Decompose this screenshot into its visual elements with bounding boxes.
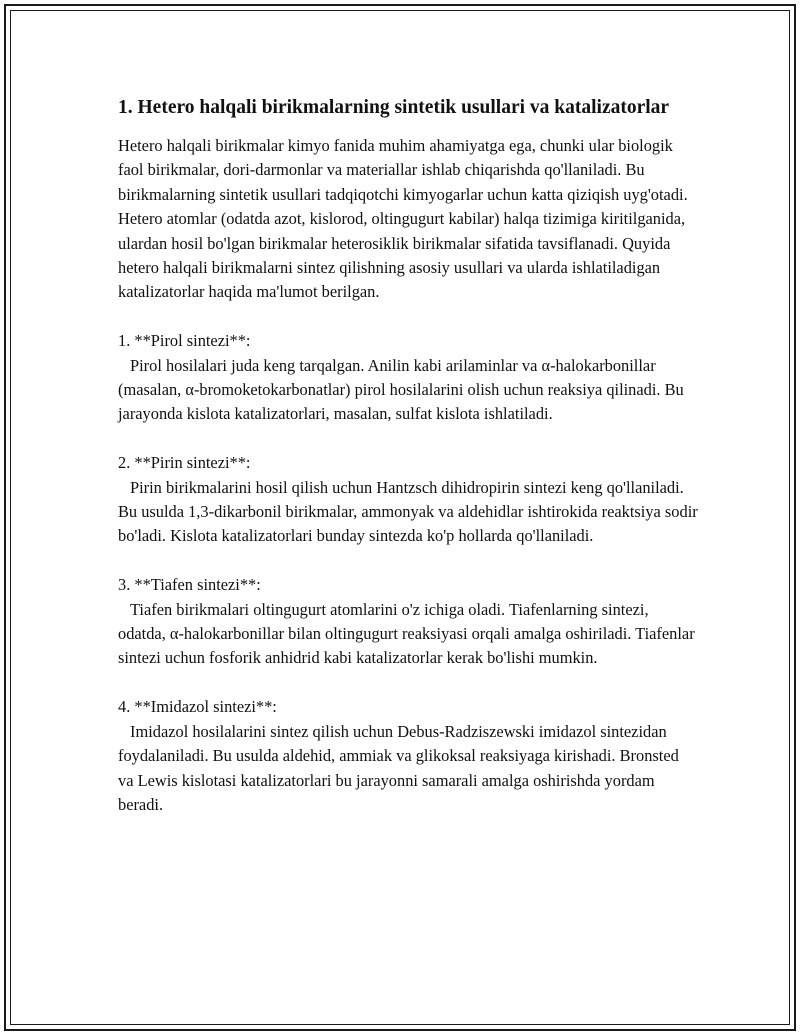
document-title: 1. Hetero halqali birikmalarning sintetik usullari va katalizatorlar (118, 97, 670, 118)
intro-paragraph: Hetero halqali birikmalar kimyo fanida muhim ahamiyatga ega, chunki ular biologik faol birikmalar, dori-darmonlar va materiallar ishlab chiqarishda qo'llaniladi. Bu birikmalarning sintetik usullari tadqiqotchi kimyogarlar uchun katta qiziqish uyg'otadi. Hetero atomlar (odatda azot, kislorod, oltingugurt kabilar) halqa tizimiga kiritilganida, ulardan hosil bo'lgan birikmalar heterosiklik birikmalar sifatida tavsiflanadi. Quyida hetero halqali birikmalarni sintez qilishning asosiy usullari va ularda ishlatiladigan katalizatorlar haqida ma'lumot berilgan. (118, 136, 688, 302)
section-heading: 1. **Pirol sintezi**: (118, 331, 251, 351)
section-pirin (118, 451, 698, 549)
document-content (118, 94, 698, 817)
section-body: Tiafen birikmalari oltingugurt atomlarini o'z ichiga oladi. Tiafenlarning sintezi, odatda, α-halokarbonillar bilan oltingugurt reaksiyasi orqali amalga oshiriladi. Tiafenlar sintezi uchun fosforik anhidrid kabi katalizatorlar kerak bo'lishi mumkin. (118, 599, 695, 668)
section-body: Pirol hosilalari juda keng tarqalgan. Anilin kabi arilaminlar va α-halokarbonillar (masalan, α-bromoketokarbonatlar) pirol hosilalarini olish uchun reaksiya qilinadi. Bu jarayonda kislota katalizatorlari, masalan, sulfat kislota ishlatiladi. (118, 355, 684, 424)
section-heading: 3. **Tiafen sintezi**: (118, 575, 261, 595)
section-heading: 4. **Imidazol sintezi**: (118, 697, 277, 717)
section-heading: 2. **Pirin sintezi**: (118, 453, 251, 473)
section-tiafen (118, 573, 698, 671)
section-body: Imidazol hosilalarini sintez qilish uchun Debus-Radziszewski imidazol sintezidan foydalaniladi. Bu usulda aldehid, ammiak va glikoksal reaksiyaga kirishadi. Bronsted va Lewis kislotasi katalizatorlari bu jarayonni samarali amalga oshirishda yordam beradi. (118, 721, 679, 814)
section-body: Pirin birikmalarini hosil qilish uchun Hantzsch dihidropirin sintezi keng qo'llaniladi. Bu usulda 1,3-dikarbonil birikmalar, ammonyak va aldehidlar ishtirokida reaktsiya sodir bo'ladi. Kislota katalizatorlari bunday sintezda ko'p hollarda qo'llaniladi. (118, 477, 698, 546)
section-imidazol (118, 695, 698, 817)
section-pirol (118, 329, 698, 427)
